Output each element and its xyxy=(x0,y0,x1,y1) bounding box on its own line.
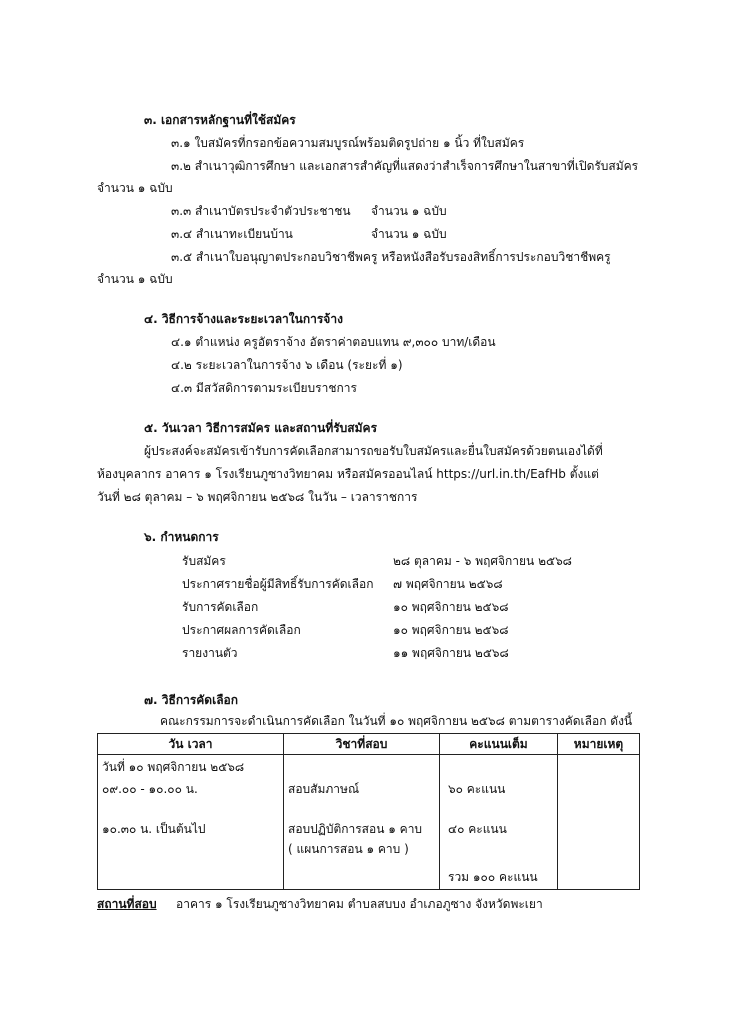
schedule-label: รายงานตัว xyxy=(182,646,238,660)
column-header: วิชาที่สอบ xyxy=(284,734,440,755)
section-7-heading: ๗. วิธีการคัดเลือก xyxy=(144,693,239,707)
table-header-row xyxy=(98,734,640,755)
schedule-date: ๒๘ ตุลาคม - ๖ พฤศจิกายน ๒๕๖๘ xyxy=(393,554,572,568)
schedule-label: รับการคัดเลือก xyxy=(182,600,259,614)
exam-subject-2-note: ( แผนการสอน ๑ คาบ ) xyxy=(288,842,409,856)
schedule-label: รับสมัคร xyxy=(182,554,226,568)
exam-date: วันที่ ๑๐ พฤศจิกายน ๒๕๖๘ xyxy=(102,760,245,774)
schedule-date: ๗ พฤศจิกายน ๒๕๖๘ xyxy=(393,577,503,591)
exam-subject-1: สอบสัมภาษณ์ xyxy=(288,782,360,796)
sec7-intro: คณะกรรมการจะดำเนินการคัดเลือก ในวันที่ ๑๐ พฤศจิกายน ๒๕๖๘ ตามตารางคัดเลือก ดังนี้ xyxy=(160,714,633,728)
exam-schedule-table xyxy=(97,733,640,890)
remarks-cell xyxy=(558,755,640,890)
sec3-item-1: ๓.๑ ใบสมัครที่กรอกข้อความสมบูรณ์พร้อมติดรูปถ่าย ๑ นิ้ว ที่ใบสมัคร xyxy=(171,136,525,150)
sec3-item-4-count: จำนวน ๑ ฉบับ xyxy=(371,227,447,241)
venue-label: สถานที่สอบ xyxy=(97,897,157,911)
section-3-heading: ๓. เอกสารหลักฐานที่ใช้สมัคร xyxy=(144,113,296,127)
exam-score-total: รวม ๑๐๐ คะแนน xyxy=(448,870,538,884)
sec4-item-2: ๔.๒ ระยะเวลาในการจ้าง ๖ เดือน (ระยะที่ ๑) xyxy=(171,358,403,372)
sec4-item-1: ๔.๑ ตำแหน่ง ครูอัตราจ้าง อัตราค่าตอบแทน ๙,๓๐๐ บาท/เดือน xyxy=(171,335,496,349)
sec5-line-2: ห้องบุคลากร อาคาร ๑ โรงเรียนภูซางวิทยาคม หรือสมัครออนไลน์ https://url.in.th/EafHb ตั้งแต่ xyxy=(97,467,599,481)
score-cell xyxy=(440,755,558,890)
sec3-item-3-count: จำนวน ๑ ฉบับ xyxy=(371,204,447,218)
subject-cell xyxy=(284,755,440,890)
column-header: หมายเหตุ xyxy=(558,734,640,755)
schedule-label: ประกาศรายชื่อผู้มีสิทธิ์รับการคัดเลือก xyxy=(182,577,374,591)
exam-score-2: ๔๐ คะแนน xyxy=(448,822,507,836)
sec3-item-4: ๓.๔ สำเนาทะเบียนบ้าน xyxy=(171,227,293,241)
schedule-date: ๑๐ พฤศจิกายน ๒๕๖๘ xyxy=(393,600,509,614)
exam-time-1: ๐๙.๐๐ - ๑๐.๐๐ น. xyxy=(102,782,198,796)
sec3-item-5: ๓.๕ สำเนาใบอนุญาตประกอบวิชาชีพครู หรือหนังสือรับรองสิทธิ์การประกอบวิชาชีพครู xyxy=(171,250,611,264)
sec5-line-1: ผู้ประสงค์จะสมัครเข้ารับการคัดเลือกสามารถขอรับใบสมัครและยื่นใบสมัครด้วยตนเองได้ที่ xyxy=(144,444,603,458)
sec4-item-3: ๔.๓ มีสวัสดิการตามระเบียบราชการ xyxy=(171,381,357,395)
sec3-item-5-count: จำนวน ๑ ฉบับ xyxy=(97,272,173,286)
exam-score-1: ๖๐ คะแนน xyxy=(448,782,506,796)
sec3-item-2-count: จำนวน ๑ ฉบับ xyxy=(97,181,173,195)
section-4-heading: ๔. วิธีการจ้างและระยะเวลาในการจ้าง xyxy=(144,312,343,326)
sec3-item-3: ๓.๓ สำเนาบัตรประจำตัวประชาชน xyxy=(171,204,351,218)
schedule-date: ๑๐ พฤศจิกายน ๒๕๖๘ xyxy=(393,623,509,637)
column-header: วัน เวลา xyxy=(98,734,284,755)
table-row xyxy=(98,755,640,890)
venue-text: อาคาร ๑ โรงเรียนภูซางวิทยาคม ตำบลสบบง อำเภอภูซาง จังหวัดพะเยา xyxy=(176,897,543,911)
column-header: คะแนนเต็ม xyxy=(440,734,558,755)
sec5-line-3: วันที่ ๒๘ ตุลาคม – ๖ พฤศจิกายน ๒๕๖๘ ในวัน – เวลาราชการ xyxy=(97,490,418,504)
section-5-heading: ๕. วันเวลา วิธีการสมัคร และสถานที่รับสมัคร xyxy=(144,421,378,435)
schedule-label: ประกาศผลการคัดเลือก xyxy=(182,623,301,637)
exam-time-2: ๑๐.๓๐ น. เป็นต้นไป xyxy=(102,822,206,836)
schedule-date: ๑๑ พฤศจิกายน ๒๕๖๘ xyxy=(393,646,509,660)
exam-subject-2: สอบปฏิบัติการสอน ๑ คาบ xyxy=(288,822,423,836)
datetime-cell xyxy=(98,755,284,890)
sec3-item-2: ๓.๒ สำเนาวุฒิการศึกษา และเอกสารสำคัญที่แสดงว่าสำเร็จการศึกษาในสาขาที่เปิดรับสมัคร xyxy=(171,159,639,173)
section-6-heading: ๖. กำหนดการ xyxy=(144,530,219,544)
